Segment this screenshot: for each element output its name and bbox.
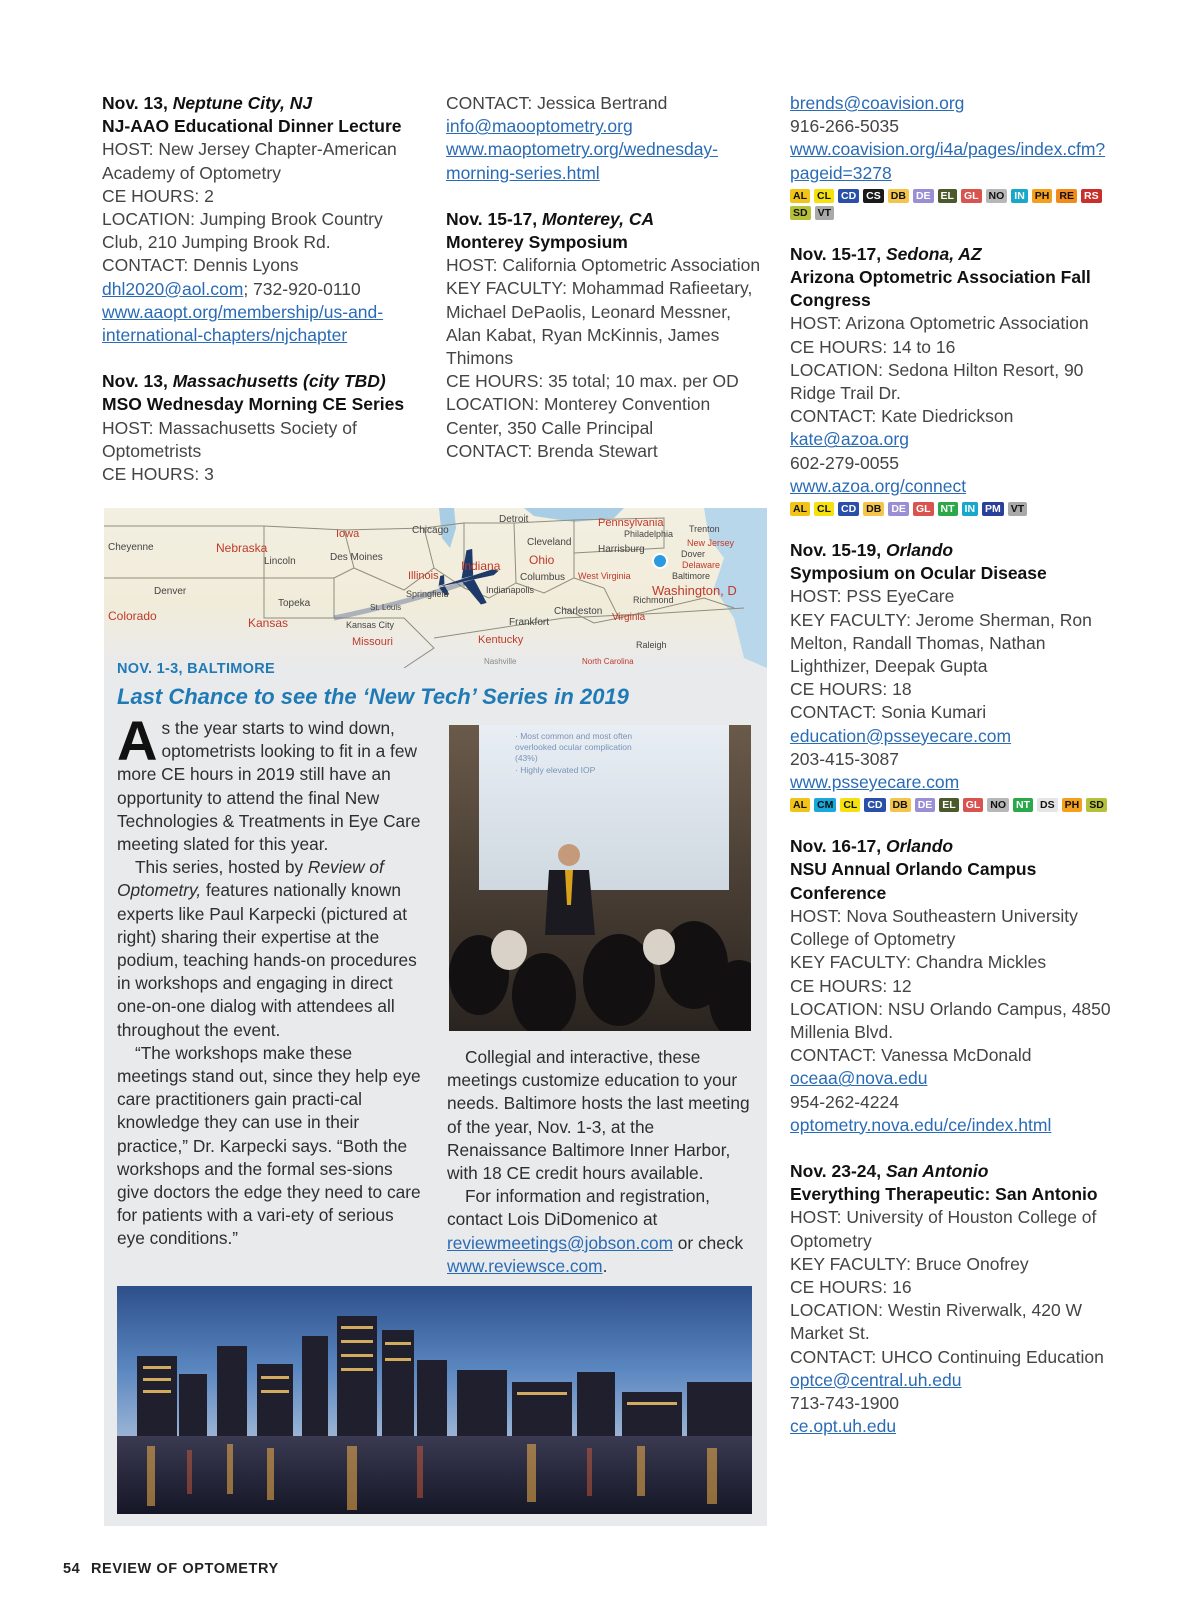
paragraph-5-end: . xyxy=(602,1255,608,1276)
speaker-photo xyxy=(449,725,751,1031)
event-detail-line: HOST: Nova Southeastern University College of Optometry xyxy=(790,905,1078,950)
event-link[interactable]: www.azoa.org/connect xyxy=(790,475,967,496)
event-detail-line xyxy=(790,771,1120,794)
event-location-name: Massachusetts (city TBD) xyxy=(172,371,386,392)
event-date xyxy=(790,243,1120,266)
events-column-2 xyxy=(446,92,766,486)
route-map xyxy=(104,508,767,668)
publication-title: REVIEW OF OPTOMETRY xyxy=(90,1561,279,1577)
event-date-text: Nov. 13, xyxy=(102,371,168,392)
event-entry xyxy=(790,92,1120,220)
event-detail-line: CE HOURS: 35 total; 10 max. per OD xyxy=(446,371,739,392)
event-detail-line: LOCATION: Sedona Hilton Resort, 90 Ridge Trail Dr. xyxy=(790,359,1084,404)
drop-cap: A xyxy=(117,709,158,772)
baltimore-marker xyxy=(653,554,667,568)
event-detail-line: 916-266-5035 xyxy=(790,116,899,137)
event-link[interactable]: oceaa@nova.edu xyxy=(790,1068,928,1089)
map-label: Philadelphia xyxy=(624,529,674,539)
event-link[interactable]: info@maooptometry.org xyxy=(446,116,633,137)
event-location-name: Sedona, AZ xyxy=(885,243,982,264)
event-title: NSU Annual Orlando Campus Conference xyxy=(790,859,1037,903)
course-code-badge: VT xyxy=(1008,502,1027,516)
event-detail-line xyxy=(790,1067,1120,1090)
feature-paragraph-1 xyxy=(117,709,422,856)
event-link[interactable]: dhl2020@aol.com xyxy=(102,278,244,299)
event-location-name: Orlando xyxy=(885,540,954,561)
feature-box xyxy=(104,508,767,1526)
event-link[interactable]: ce.opt.uh.edu xyxy=(790,1416,897,1437)
course-code-badge: EL xyxy=(939,798,958,812)
event-date xyxy=(446,208,766,231)
event-location-name: Neptune City, NJ xyxy=(172,93,313,113)
event-entry xyxy=(102,370,422,486)
course-code-badge: CD xyxy=(864,798,885,812)
course-code-badge: VT xyxy=(815,206,834,220)
feature-kicker: NOV. 1-3, BALTIMORE xyxy=(117,661,275,677)
paragraph-5-lead: For information and registration, contact Lois DiDomenico at xyxy=(447,1186,710,1230)
event-title: MSO Wednesday Morning CE Series xyxy=(102,394,405,415)
event-link[interactable]: www.aaopt.org/membership/us-and-international-chapters/njchapter xyxy=(102,301,384,346)
map-label: Washington, D xyxy=(652,583,737,598)
event-date-text: Nov. 15-17, xyxy=(790,243,882,264)
route-map-graphic xyxy=(104,508,767,668)
map-label: St. Louis xyxy=(370,603,402,612)
course-code-badge: DE xyxy=(913,189,934,203)
course-code-badge: NO xyxy=(986,189,1008,203)
course-code-badge: CM xyxy=(814,798,836,812)
course-code-badge: DB xyxy=(890,798,911,812)
event-date xyxy=(790,835,1120,858)
course-code-badge: PH xyxy=(1062,798,1083,812)
map-label: Lincoln xyxy=(264,556,296,567)
course-code-badge: CS xyxy=(863,189,884,203)
feature-paragraph-5 xyxy=(447,1185,752,1278)
course-code-badge: RS xyxy=(1081,189,1102,203)
event-entry xyxy=(446,208,766,463)
map-label: Missouri xyxy=(352,636,393,648)
skyline-graphic xyxy=(117,1286,752,1514)
event-detail-line: HOST: California Optometric Association xyxy=(446,255,761,276)
speaker-head xyxy=(558,844,580,866)
event-date xyxy=(102,370,422,393)
course-code-badges xyxy=(790,798,1120,812)
map-label: Raleigh xyxy=(636,640,667,650)
course-code-badge: DB xyxy=(888,189,909,203)
event-detail-line xyxy=(102,278,422,301)
event-detail-line: KEY FACULTY: Mohammad Rafieetary, Michael DePaolis, Leonard Messner, Alan Kabat, Ryan McKinnis, James Thimons xyxy=(446,278,753,369)
course-code-badge: PM xyxy=(982,502,1004,516)
event-detail-line: KEY FACULTY: Jerome Sherman, Ron Melton, Randall Thomas, Nathan Lighthizer, Deepak Gupta xyxy=(790,609,1092,677)
event-title: Monterey Symposium xyxy=(446,232,628,253)
event-detail-line xyxy=(790,428,1120,451)
feature-body-left xyxy=(117,709,422,1251)
course-code-badges xyxy=(790,189,1120,220)
course-code-badge: CL xyxy=(814,189,834,203)
course-code-badge: GL xyxy=(913,502,934,516)
event-detail-line: CE HOURS: 18 xyxy=(790,679,912,700)
event-date-text: Nov. 15-17, xyxy=(446,208,538,229)
map-label: Delaware xyxy=(682,560,721,570)
event-detail-line: LOCATION: Westin Riverwalk, 420 W Market St. xyxy=(790,1300,1083,1344)
course-code-badge: RE xyxy=(1056,189,1077,203)
event-detail-line xyxy=(790,1114,1120,1137)
map-label: Nebraska xyxy=(216,541,268,555)
map-label: Colorado xyxy=(108,609,157,623)
map-label: Detroit xyxy=(499,514,529,525)
slide-line-4: · Highly elevated IOP xyxy=(515,765,596,775)
event-detail-line: CONTACT: Dennis Lyons xyxy=(102,255,299,276)
slide-line-1: · Most common and most often xyxy=(515,731,633,741)
event-detail-line: CONTACT: Kate Diedrickson xyxy=(790,406,1014,427)
map-label: Frankfort xyxy=(509,617,550,628)
event-date-text: Nov. 23-24, xyxy=(790,1160,882,1181)
course-code-badge: CD xyxy=(838,189,859,203)
course-code-badge: GL xyxy=(963,798,984,812)
event-detail-line xyxy=(790,725,1120,748)
event-detail-line: 203-415-3087 xyxy=(790,748,899,769)
map-label: New Jersey xyxy=(687,538,735,548)
event-detail-line: CONTACT: Sonia Kumari xyxy=(790,702,987,723)
event-location-name: Orlando xyxy=(885,836,954,857)
course-code-badge: CD xyxy=(838,502,859,516)
course-code-badge: GL xyxy=(961,189,982,203)
reviewsce-website-link[interactable]: www.reviewsce.com xyxy=(447,1255,603,1276)
event-detail-line: HOST: University of Houston College of Optometry xyxy=(790,1207,1097,1251)
map-label: Iowa xyxy=(336,528,360,540)
course-code-badge: EL xyxy=(938,189,957,203)
course-code-badge: CL xyxy=(814,502,834,516)
course-code-badge: AL xyxy=(790,502,810,516)
event-detail-line xyxy=(446,138,766,184)
event-link[interactable]: www.psseyecare.com xyxy=(790,772,960,793)
event-detail-line xyxy=(102,301,422,347)
event-detail-line: 602-279-0055 xyxy=(790,452,899,473)
feature-headline: Last Chance to see the ‘New Tech’ Series in 2019 xyxy=(117,684,629,709)
course-code-badge: IN xyxy=(962,502,979,516)
course-code-badge: AL xyxy=(790,798,810,812)
event-entry xyxy=(790,1160,1120,1438)
event-title: Everything Therapeutic: San Antonio xyxy=(790,1184,1098,1205)
event-link[interactable]: www.coavision.org/i4a/pages/index.cfm?pageid=3278 xyxy=(790,139,1106,183)
course-code-badge: IN xyxy=(1011,189,1028,203)
feature-body-right xyxy=(447,1046,752,1278)
event-link[interactable]: kate@azoa.org xyxy=(790,429,909,450)
event-title: Symposium on Ocular Disease xyxy=(790,563,1047,584)
event-detail-line xyxy=(790,1369,1120,1392)
map-label: Virginia xyxy=(612,612,646,623)
events-column-3 xyxy=(790,92,1120,1461)
map-label: Topeka xyxy=(278,598,311,609)
map-label: Trenton xyxy=(689,524,720,534)
course-code-badge: NO xyxy=(987,798,1009,812)
event-detail-line: CE HOURS: 2 xyxy=(102,185,214,206)
event-link[interactable]: education@psseyecare.com xyxy=(790,725,1012,746)
event-title: NJ-AAO Educational Dinner Lecture xyxy=(102,116,402,137)
event-detail-line: KEY FACULTY: Bruce Onofrey xyxy=(790,1253,1029,1274)
map-label: Dover xyxy=(681,549,706,559)
event-entry xyxy=(446,92,766,185)
event-detail-line: HOST: PSS EyeCare xyxy=(790,586,955,607)
event-detail-line: CE HOURS: 12 xyxy=(790,975,912,996)
airplane-icon xyxy=(430,544,506,615)
map-label: Harrisburg xyxy=(598,544,645,555)
page-footer xyxy=(63,1561,279,1577)
publication-name: Review of Optometry, xyxy=(117,857,384,901)
events-column-1 xyxy=(102,92,422,509)
map-label: Richmond xyxy=(633,595,674,605)
map-label: Denver xyxy=(154,586,187,597)
map-label: Des Moines xyxy=(330,552,383,563)
feature-paragraph-2 xyxy=(117,856,422,1042)
event-location-name: San Antonio xyxy=(885,1160,989,1181)
event-detail-line: 954-262-4224 xyxy=(790,1091,899,1112)
course-code-badge: SD xyxy=(790,206,811,220)
event-detail-line xyxy=(790,475,1120,498)
course-code-badge: PH xyxy=(1032,189,1053,203)
course-code-badge: DS xyxy=(1037,798,1058,812)
event-title: Arizona Optometric Association Fall Congress xyxy=(790,267,1091,311)
map-label: Indiana xyxy=(461,559,501,573)
feature-paragraph-4: Collegial and interactive, these meetings customize education to your needs. Baltimore hosts the last meeting of the year, Nov. 1-3, at the Renaissance Baltimore Inner Harbor, with 18 CE credit hours available. xyxy=(447,1047,750,1184)
map-label: Springfield xyxy=(406,589,449,599)
event-entry xyxy=(790,243,1120,516)
event-detail-line: KEY FACULTY: Chandra Mickles xyxy=(790,952,1047,973)
paragraph-2-lead: This series, hosted by xyxy=(135,857,308,878)
event-detail-line: LOCATION: Monterey Convention Center, 350 Calle Principal xyxy=(446,394,711,438)
event-detail-line xyxy=(446,115,766,138)
map-label: Illinois xyxy=(408,570,439,582)
paragraph-1-text: s the year starts to wind down, optometrists looking to fit in a few more CE hours in 2019 still have an opportunity to attend the final New Technologies & Treatments in Eye Care meeting slated for this year. xyxy=(117,718,421,855)
speaker-photo-graphic xyxy=(449,725,751,1031)
event-detail-line: LOCATION: NSU Orlando Campus, 4850 Millenia Blvd. xyxy=(790,998,1111,1042)
event-link[interactable]: optometry.nova.edu/ce/index.html xyxy=(790,1114,1052,1135)
map-label: Cleveland xyxy=(527,537,572,548)
map-label: Kentucky xyxy=(478,634,524,646)
event-detail-line: CONTACT: UHCO Continuing Education xyxy=(790,1346,1104,1367)
event-date-text: Nov. 16-17, xyxy=(790,836,882,857)
event-entry xyxy=(102,92,422,347)
map-label: Baltimore xyxy=(672,571,711,581)
course-code-badge: CL xyxy=(840,798,860,812)
event-date-text: Nov. 15-19, xyxy=(790,540,882,561)
map-label: Pennsylvania xyxy=(598,517,664,529)
event-detail-line: CE HOURS: 14 to 16 xyxy=(790,336,956,357)
event-phone: ; 732-920-0110 xyxy=(243,278,361,299)
event-detail-line: HOST: Massachusetts Society of Optometrists xyxy=(102,417,357,461)
baltimore-skyline-photo xyxy=(117,1286,752,1514)
course-code-badge: DE xyxy=(888,502,909,516)
event-link[interactable]: www.maoptometry.org/wednesday-morning-series.html xyxy=(446,139,719,183)
map-label: Chicago xyxy=(412,525,449,536)
map-label: Charleston xyxy=(554,606,603,617)
course-code-badges xyxy=(790,502,1120,516)
event-date-text: Nov. 13, xyxy=(102,93,168,113)
event-detail-line: LOCATION: Jumping Brook Country Club, 210 Jumping Brook Rd. xyxy=(102,209,383,253)
event-detail-line: HOST: New Jersey Chapter-American Academy of Optometry xyxy=(102,139,397,183)
event-location-name: Monterey, CA xyxy=(541,208,655,229)
paragraph-2-text: features nationally known experts like Paul Karpecki (pictured at right) sharing their expertise at the podium, teaching hands-on procedures in workshops and engaging in direct one-on-one dialog with attendees all throughout the event. xyxy=(117,880,417,1040)
page-number: 54 xyxy=(63,1561,81,1577)
event-detail-line: CE HOURS: 3 xyxy=(102,464,214,485)
event-entry xyxy=(790,539,1120,812)
event-detail-line: HOST: Arizona Optometric Association xyxy=(790,313,1089,334)
slide-line-2: overlooked ocular complication xyxy=(515,742,632,752)
event-detail-line: CONTACT: Jessica Bertrand xyxy=(446,93,668,113)
course-code-badge: SD xyxy=(1086,798,1107,812)
event-date xyxy=(790,1160,1120,1183)
course-code-badge: DE xyxy=(915,798,936,812)
event-date xyxy=(790,539,1120,562)
paragraph-5-mid: or check xyxy=(672,1232,744,1253)
event-date xyxy=(102,92,422,115)
event-detail-line: CONTACT: Brenda Stewart xyxy=(446,440,658,461)
event-detail-line: 713-743-1900 xyxy=(790,1392,899,1413)
feature-paragraph-3: “The workshops make these meetings stand out, since they help eye care practitioners gain practi-cal knowledge they can use in their practice,” Dr. Karpecki says. “Both the workshops and the formal ses-sions give doctors the edge they need to care for patients with a vari-ety of serious eye conditions.” xyxy=(117,1042,421,1249)
event-link[interactable]: brends@coavision.org xyxy=(790,93,965,113)
map-label: Kansas City xyxy=(346,620,395,630)
map-labels xyxy=(108,514,737,666)
event-detail-line: CONTACT: Vanessa McDonald xyxy=(790,1045,1032,1066)
course-code-badge: AL xyxy=(790,189,810,203)
course-code-badge: NT xyxy=(938,502,958,516)
course-code-badge: NT xyxy=(1013,798,1033,812)
map-label: West Virginia xyxy=(578,571,631,581)
event-detail-line xyxy=(790,92,1120,115)
map-label: Cheyenne xyxy=(108,542,154,553)
event-detail-line xyxy=(790,138,1120,184)
event-detail-line xyxy=(790,1415,1120,1438)
slide-line-3: (43%) xyxy=(515,753,538,763)
map-label: Ohio xyxy=(529,553,555,567)
event-detail-line: CE HOURS: 16 xyxy=(790,1276,912,1297)
map-label: Kansas xyxy=(248,616,289,630)
map-label: Indianapolis xyxy=(486,585,535,595)
course-code-badge: DB xyxy=(863,502,884,516)
reviewmeetings-email-link[interactable]: reviewmeetings@jobson.com xyxy=(447,1232,673,1253)
map-label: Nashville xyxy=(484,657,517,666)
event-link[interactable]: optce@central.uh.edu xyxy=(790,1369,962,1390)
event-entry xyxy=(790,835,1120,1137)
map-label: North Carolina xyxy=(582,657,634,666)
map-label: Columbus xyxy=(520,572,566,583)
